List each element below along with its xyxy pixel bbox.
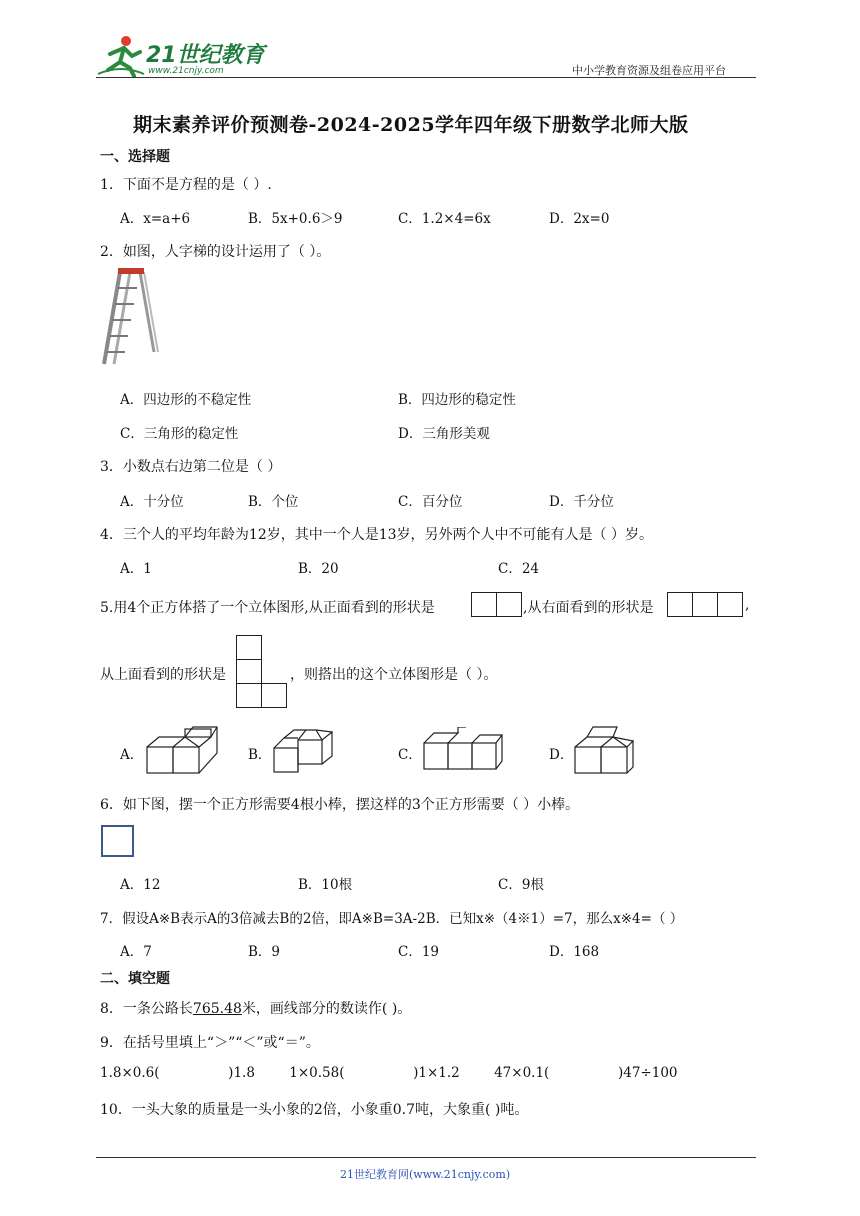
question-5-stem-line2b: ，则搭出的这个立体图形是（ ）。 — [290, 667, 498, 683]
question-3-option-b[interactable]: B．个位 — [248, 494, 299, 510]
question-1-stem: 1．下面不是方程的是（ ）. — [100, 177, 272, 193]
question-1-option-a[interactable]: A．x=a+6 — [120, 211, 191, 227]
header-rule — [96, 77, 756, 78]
question-8-underlined-number: 765.48 — [192, 1001, 242, 1017]
question-1-option-b[interactable]: B．5x+0.6＞9 — [248, 211, 343, 227]
question-4-option-b[interactable]: B．20 — [298, 561, 339, 577]
front-view-cell-2 — [496, 592, 522, 617]
option-b-cube-figure — [272, 726, 337, 776]
top-view-cell-3 — [236, 683, 262, 708]
header-platform-text: 中小学教育资源及组卷应用平台 — [572, 64, 726, 77]
question-2-option-d[interactable]: D．三角形美观 — [398, 426, 490, 442]
section-heading-choice: 一、选择题 — [100, 149, 170, 165]
right-view-cell-3 — [717, 592, 743, 617]
running-figure-icon — [96, 34, 146, 78]
section-heading-fill: 二、填空题 — [100, 971, 170, 987]
question-3-stem: 3．小数点右边第二位是（ ） — [100, 459, 282, 475]
question-7-option-c[interactable]: C．19 — [398, 944, 440, 960]
option-a-cube-figure — [145, 725, 220, 775]
question-8-pre: 8．一条公路长 — [100, 1001, 193, 1017]
question-4-option-c[interactable]: C．24 — [498, 561, 540, 577]
question-2-option-c[interactable]: C．三角形的稳定性 — [120, 426, 239, 442]
ladder-image — [100, 268, 160, 368]
question-7-option-a[interactable]: A．7 — [120, 944, 152, 960]
right-view-cell-2 — [692, 592, 718, 617]
top-view-cell-4 — [261, 683, 287, 708]
right-view-cell-1 — [667, 592, 693, 617]
top-view-cell-1 — [236, 635, 262, 660]
question-8-post: 米，画线部分的数读作( )。 — [241, 1001, 412, 1017]
question-5-stem-part3: , — [745, 597, 750, 613]
question-3-option-c[interactable]: C．百分位 — [398, 494, 463, 510]
question-2-option-a[interactable]: A．四边形的不稳定性 — [120, 392, 252, 408]
stick-square-figure — [101, 825, 134, 857]
option-c-cube-figure — [422, 727, 507, 777]
question-7-stem: 7．假设A※B表示A的3倍减去B的2倍，即A※B=3A-2B．已知x※（4※1）=7，那么x※4=（ ） — [100, 911, 684, 927]
question-8-stem — [100, 998, 411, 1018]
question-9-compare-line[interactable]: 1.8×0.6( )1.8 1×0.58( )1×1.2 47×0.1( )47÷100 — [100, 1065, 678, 1081]
logo-url: www.21cnjy.com — [148, 66, 224, 76]
question-6-option-a[interactable]: A．12 — [120, 877, 161, 893]
question-5-option-c[interactable]: C． — [398, 747, 422, 763]
question-1-option-c[interactable]: C．1.2×4=6x — [398, 211, 491, 227]
footer-site[interactable]: 21世纪教育网(www.21cnjy.com) — [340, 1168, 511, 1181]
question-5-stem-line2a: 从上面看到的形状是 — [100, 667, 226, 683]
logo-text: 21世纪教育 — [146, 43, 265, 68]
question-3-option-a[interactable]: A．十分位 — [120, 494, 184, 510]
question-7-option-b[interactable]: B．9 — [248, 944, 281, 960]
question-5-option-b[interactable]: B． — [248, 747, 272, 763]
question-6-stem: 6．如下图，摆一个正方形需要4根小棒，摆这样的3个正方形需要（ ）小棒。 — [100, 797, 580, 813]
question-5-option-d[interactable]: D． — [549, 747, 574, 763]
question-2-option-b[interactable]: B．四边形的稳定性 — [398, 392, 516, 408]
logo — [96, 34, 266, 80]
question-5-option-a[interactable]: A． — [120, 747, 144, 763]
footer-rule — [96, 1157, 756, 1158]
question-6-option-b[interactable]: B．10根 — [298, 877, 353, 893]
question-4-stem: 4．三个人的平均年龄为12岁，其中一个人是13岁，另外两个人中不可能有人是（ ）岁。 — [100, 527, 653, 543]
question-6-option-c[interactable]: C．9根 — [498, 877, 544, 893]
question-5-stem-part1: 5.用4个正方体搭了一个立体图形,从正面看到的形状是 — [100, 600, 435, 616]
question-5-stem-part2: ,从右面看到的形状是 — [523, 600, 654, 616]
option-d-cube-figure — [573, 725, 638, 775]
question-9-stem: 9．在括号里填上“＞”“＜”或“＝”。 — [100, 1035, 320, 1051]
question-3-option-d[interactable]: D．千分位 — [549, 494, 614, 510]
question-10-stem: 10．一头大象的质量是一头小象的2倍，小象重0.7吨，大象重( )吨。 — [100, 1102, 529, 1118]
question-1-option-d[interactable]: D．2x=0 — [549, 211, 610, 227]
question-4-option-a[interactable]: A．1 — [120, 561, 152, 577]
front-view-cell-1 — [471, 592, 497, 617]
page-title: 期末素养评价预测卷-2024-2025学年四年级下册数学北师大版 — [133, 114, 689, 136]
question-7-option-d[interactable]: D．168 — [549, 944, 600, 960]
top-view-cell-2 — [236, 659, 262, 684]
question-2-stem: 2．如图，人字梯的设计运用了（ ）。 — [100, 244, 331, 260]
